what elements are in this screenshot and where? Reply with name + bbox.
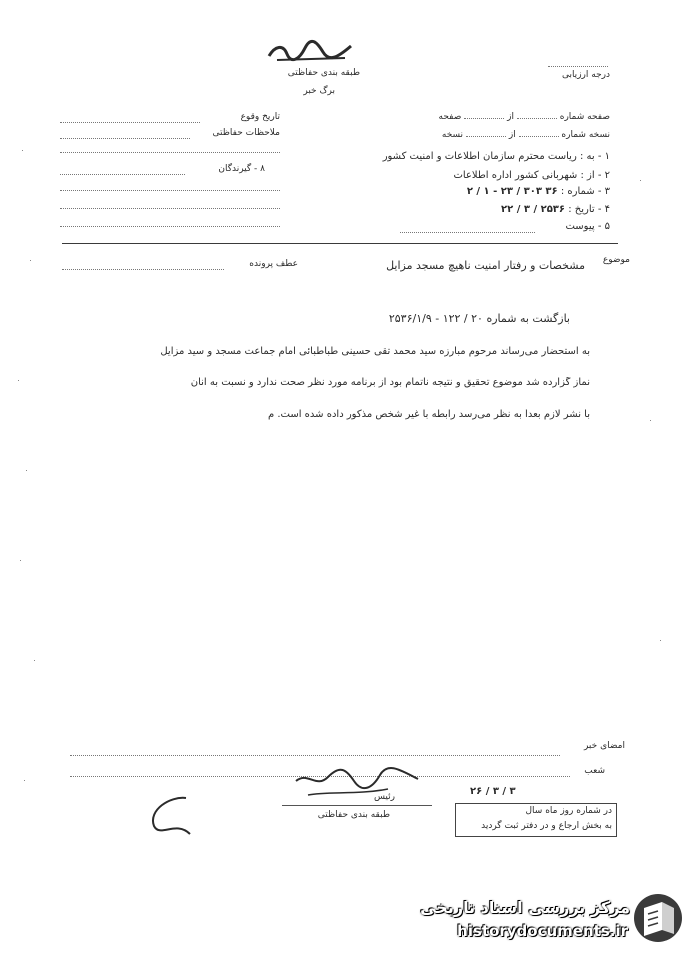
watermark-logo-icon bbox=[632, 892, 684, 944]
date-of-event: تاریخ وقوع bbox=[240, 112, 280, 122]
signature-scribble bbox=[288, 765, 428, 805]
registration-line-2: به بخش ارجاع و در دفتر ثبت گردید bbox=[481, 821, 612, 831]
registration-date: ۲۶ / ۳ / ۳ bbox=[470, 786, 516, 797]
sender-label: شعب bbox=[584, 766, 605, 776]
item-to: ۱ - به : ریاست محترم سازمان اطلاعات و امنیت کشور bbox=[382, 151, 610, 162]
registration-line-1: در شماره روز ماه سال bbox=[525, 806, 612, 816]
security-notes: ملاحظات حفاظتی bbox=[212, 128, 280, 138]
item-from: ۲ - از : شهربانی کشور اداره اطلاعات bbox=[453, 170, 610, 181]
item-date: ۴ - تاریخ : ۲۵۳۶ / ۳ / ۲۲ bbox=[501, 204, 610, 215]
signature-line bbox=[282, 805, 432, 806]
item-attachment: ۵ - پیوست bbox=[565, 221, 610, 232]
initials-mark bbox=[140, 790, 200, 840]
body-reference: بازگشت به شماره ۲۰ / ۱۲۲ - ۲۵۳۶/۱/۹ bbox=[388, 312, 570, 325]
body-line-2: نماز گزارده شد موضوع تحقیق و نتیجه ناتمام بود از برنامه مورد نظر صحت ندارد و نسبت به آنان bbox=[190, 377, 590, 388]
evaluation-label: درجه ارزیابی bbox=[561, 70, 610, 80]
signatory-role: رئیس bbox=[373, 792, 395, 802]
signature-dots bbox=[70, 755, 560, 756]
footer-classification: طبقه بندی حفاظتی bbox=[317, 810, 390, 820]
body-line-1: به استحضار می‌رساند مرحوم مبارزه سید محمد تقی حسینی طباطبائی امام جماعت مسجد و سید مزایل bbox=[160, 346, 590, 357]
body-line-3: با نشر لازم بعداً به نظر می‌رسد رابطه با غیر شخص مذکور داده شده است. م bbox=[267, 409, 590, 420]
registration-box bbox=[455, 803, 617, 837]
signature bbox=[288, 765, 428, 805]
header-classification: طبقه بندی حفاظتی bbox=[287, 68, 360, 78]
page-number-row: صفحه شماره از صفحه bbox=[438, 112, 610, 122]
subject-text: مشخصات و رفتار امنیت ناهیچ مسجد مزایل bbox=[386, 259, 585, 272]
handwritten-initials bbox=[140, 790, 200, 840]
recipients: ۸ - گیرندگان bbox=[218, 164, 265, 174]
item-number: ۳ - شماره : ۳۶ ۳۰۳ / ۲۳ - ۱ / ۲ bbox=[466, 186, 610, 197]
subject-label: موضوع bbox=[602, 255, 630, 265]
watermark-brand: مرکز بررسی اسناد تاریخی bbox=[420, 898, 630, 917]
reference-label: عطف پرونده bbox=[249, 259, 298, 269]
watermark-url: historydocuments.ir bbox=[457, 922, 628, 940]
copy-number-row: نسخه شماره از نسخه bbox=[441, 130, 610, 140]
signature-title: امضای خبر bbox=[583, 741, 625, 751]
form-name: برگ خبر bbox=[303, 86, 335, 96]
